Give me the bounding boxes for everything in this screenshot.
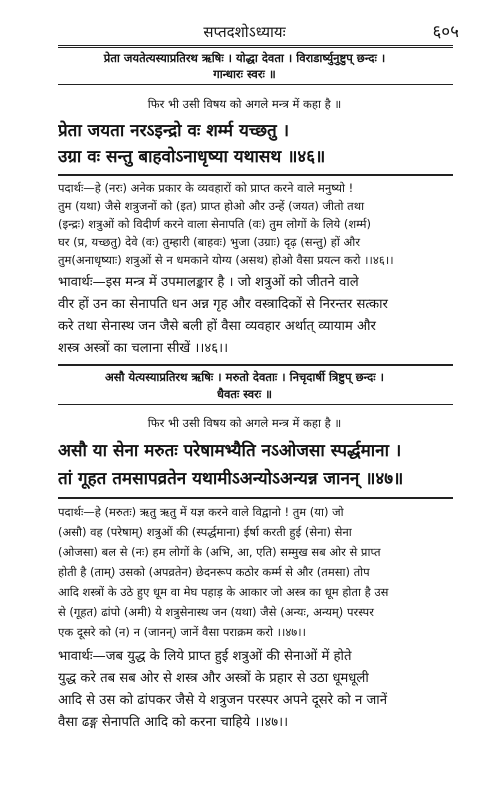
rishi-line: असौ येत्यस्याप्रतिरथ ऋषिः । मरुतो देवताः । निचृदार्षी त्रिष्टुप् छन्दः ।	[105, 370, 384, 384]
intro-line: फिर भी उसी विषय को अगले मन्त्र में कहा है ॥	[147, 416, 342, 430]
mantra-line: उग्रा वः सन्तु बाहवोऽनाधृष्या यथासथ ॥४६॥	[58, 147, 326, 167]
padartha-line: (इन्द्रः) शत्रुओं को विदीर्ण करने वाला सेनापति (वः) तुम लोगों के लिये (शर्म्म)	[58, 217, 371, 231]
padartha-line: (ओजसा) बल से (नः) हम लोगों के (अभि, आ, एति) सम्मुख सब ओर से प्राप्त	[58, 545, 381, 559]
padartha-line: तुम (यथा) जैसे शत्रुजनों को (इत) प्राप्त होओ और उन्हें (जयत) जीतो तथा	[58, 199, 365, 213]
rishi-line: प्रेता जयतेत्यस्याप्रतिरथ ऋषिः । योद्धा देवता । विराडार्ष्युनुष्टुप् छन्दः ।	[103, 51, 386, 65]
mantra-rule	[58, 497, 453, 499]
padartha-line: एक दूसरे को (न) न (जानन्) जानें वैसा पराक्रम करो ।।४७।।	[58, 625, 306, 639]
padartha-line: (असौ) वह (परेषाम्) शत्रुओं की (स्पर्द्धमाना) ईर्षा करती हुई (सेना) सेना	[58, 525, 352, 539]
svara-line: गान्धारः स्वरः ॥	[213, 67, 276, 81]
svara-line: धैवतः स्वरः ॥	[216, 387, 273, 401]
bhavartha-line: भावार्थः—जब युद्ध के लिये प्राप्त हुई शत्रुओं की सेनाओं में होते	[58, 649, 352, 664]
padartha-line: पदार्थः—हे (मरुतः) ऋतु ऋतु में यज्ञ करने वाले विद्वानो ! तुम (या) जो	[58, 505, 344, 519]
bhavartha-line: आदि से उस को ढांपकर जैसे ये शत्रुजन परस्पर अपने दूसरे को न जानें	[58, 693, 388, 708]
padartha-line: से (गूहत) ढांपो (अमी) ये शत्रुसेनास्थ जन (यथा) जैसे (अन्यः, अन्यम्) परस्पर	[58, 605, 374, 619]
header-rule	[58, 45, 453, 48]
bhavartha-line: वीर हों उन का सेनापति धन अन्न गृह और वस्त्रादिकों से निरन्तर सत्कार	[58, 297, 388, 312]
bhavartha-line: शस्त्र अस्त्रों का चलाना सीखें ।।४६।।	[58, 341, 229, 356]
mantra-line: प्रेता जयता नरऽइन्द्रो वः शर्म्म यच्छतु ।	[58, 121, 290, 141]
mantra-rule	[58, 174, 453, 176]
section-rule	[58, 364, 453, 366]
intro-line: फिर भी उसी विषय को अगले मन्त्र में कहा है ॥	[147, 97, 342, 111]
page-number: ६०५	[432, 22, 459, 42]
bhavartha-line: भावार्थः—इस मन्त्र में उपमालङ्कार है । जो शत्रुओं को जीतने वाले	[58, 275, 359, 290]
mantra-line: तां गूहत तमसापव्रतेन यथामीऽअन्योऽअन्यन्न जानन् ॥४७॥	[58, 469, 404, 489]
bhavartha-line: करे तथा सेनास्थ जन जैसे बली हों वैसा व्यवहार अर्थात् व्यायाम और	[58, 319, 376, 334]
section-rule	[58, 84, 453, 85]
section-rule	[58, 404, 453, 405]
bhavartha-line: युद्ध करे तब सब ओर से शस्त्र और अस्त्रों के प्रहार से उठा धूमधूली	[58, 671, 369, 686]
padartha-line: पदार्थः—हे (नरः) अनेक प्रकार के व्यवहारों को प्राप्त करने वाले मनुष्यो !	[58, 181, 354, 195]
mantra-line: असौ या सेना मरुतः परेषामभ्यैति नऽओजसा स्पर्द्धमाना ।	[58, 441, 402, 461]
padartha-line: तुम(अनाधृष्याः) शत्रुओं से न धमकाने योग्य (असथ) होओ वैसा प्रयत्न करो ।।४६।।	[58, 253, 394, 267]
padartha-line: घर (प्र, यच्छतु) देवे (वः) तुम्हारी (बाहवः) भुजा (उग्राः) दृढ़ (सन्तु) हों और	[58, 235, 361, 249]
padartha-line: होती है (ताम्) उसको (अपव्रतेन) छेदनरूप कठोर कर्म्म से और (तमसा) तोप	[58, 565, 370, 579]
bhavartha-line: वैसा ढङ्ग सेनापति आदि को करना चाहिये ।।४७।।	[58, 715, 289, 730]
chapter-title: सप्तदशोऽध्यायः	[203, 23, 286, 41]
padartha-line: आदि शस्त्रों के उठे हुए धूम वा मेघ पहाड़ के आकार जो अस्त्र का धूम होता है उस	[58, 585, 389, 599]
